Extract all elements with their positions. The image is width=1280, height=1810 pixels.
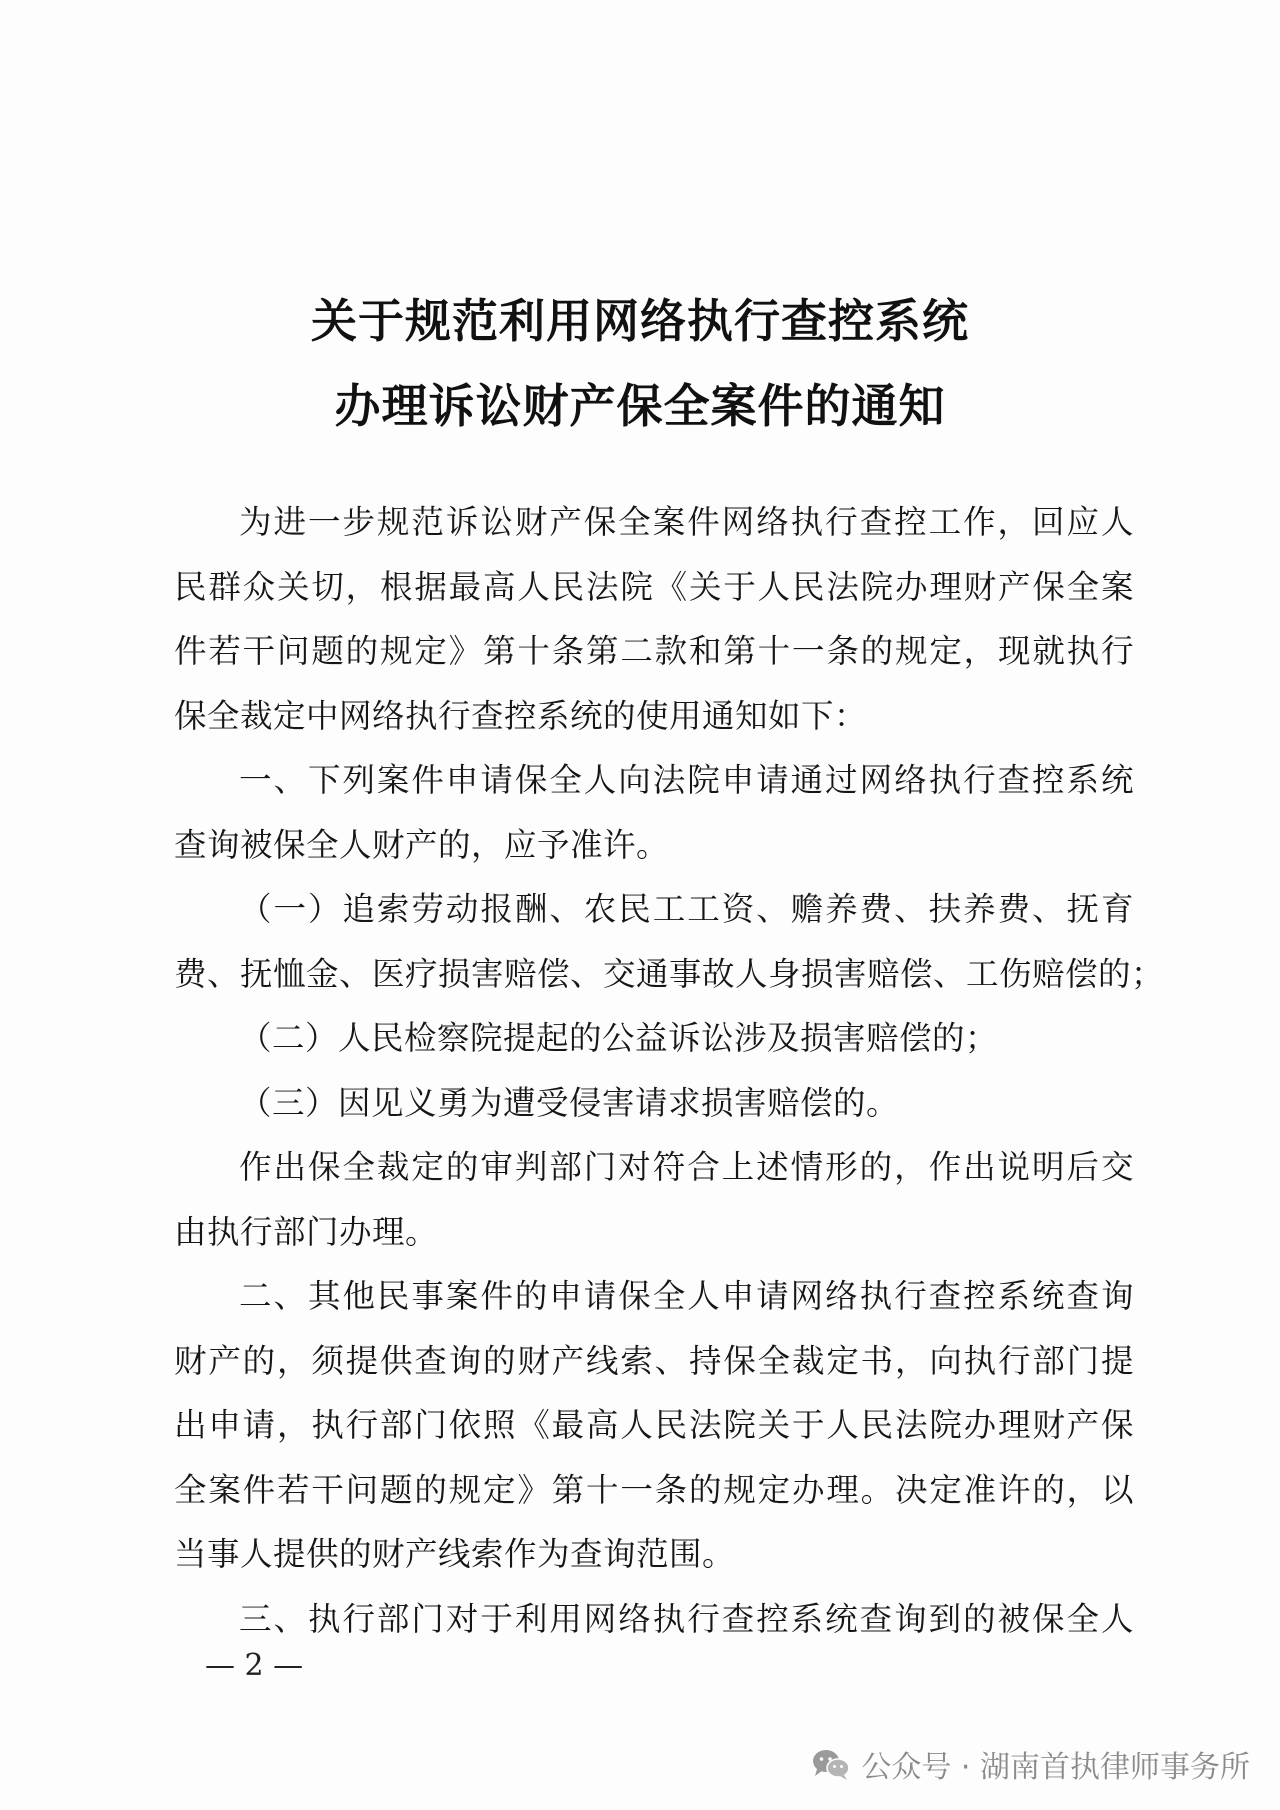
page-number: — 2 — (205, 1648, 304, 1683)
body-line: 查询被保全人财产的，应予准许。 (174, 825, 670, 864)
watermark (811, 1742, 1250, 1786)
document-title-line-1: 关于规范利用网络执行查控系统 (311, 294, 969, 348)
body-line: 民群众关切，根据最高人民法院《关于人民法院办理财产保全案 (174, 567, 1134, 606)
body-line: 作出保全裁定的审判部门对符合上述情形的，作出说明后交 (239, 1148, 1134, 1186)
body-line: 三、执行部门对于利用网络执行查控系统查询到的被保全人 (239, 1599, 1134, 1638)
body-line: 全案件若干问题的规定》第十一条的规定办理。决定准许的，以 (174, 1470, 1134, 1509)
body-line: 当事人提供的财产线索作为查询范围。 (174, 1535, 736, 1573)
body-line: 二、其他民事案件的申请保全人申请网络执行查控系统查询 (239, 1277, 1134, 1315)
body-line: 由执行部门办理。 (174, 1212, 439, 1251)
wechat-icon (811, 1747, 851, 1781)
body-line: （三）因见义勇为遭受侵害请求损害赔偿的。 (239, 1083, 900, 1122)
body-line: 一、下列案件申请保全人向法院申请通过网络执行查控系统 (239, 761, 1134, 799)
body-line: 件若干问题的规定》第十条第二款和第十一条的规定，现就执行 (174, 632, 1134, 670)
body-line: 保全裁定中网络执行查控系统的使用通知如下： (174, 696, 868, 735)
body-line: 为进一步规范诉讼财产保全案件网络执行查控工作，回应人 (239, 503, 1134, 541)
body-line: 费、抚恤金、医疗损害赔偿、交通事故人身损害赔偿、工伤赔偿的； (174, 954, 1165, 993)
body-line: 出申请，执行部门依照《最高人民法院关于人民法院办理财产保 (174, 1406, 1134, 1444)
body-line: （一）追索劳动报酬、农民工工资、赡养费、扶养费、抚育 (239, 890, 1134, 928)
watermark-text: 公众号 · 湖南首执律师事务所 (861, 1750, 1250, 1785)
body-line: （二）人民检察院提起的公益诉讼涉及损害赔偿的； (239, 1019, 999, 1057)
document-body (174, 490, 1165, 1651)
body-line: 财产的，须提供查询的财产线索、持保全裁定书，向执行部门提 (174, 1341, 1134, 1380)
document-title-line-2: 办理诉讼财产保全案件的通知 (334, 379, 946, 433)
